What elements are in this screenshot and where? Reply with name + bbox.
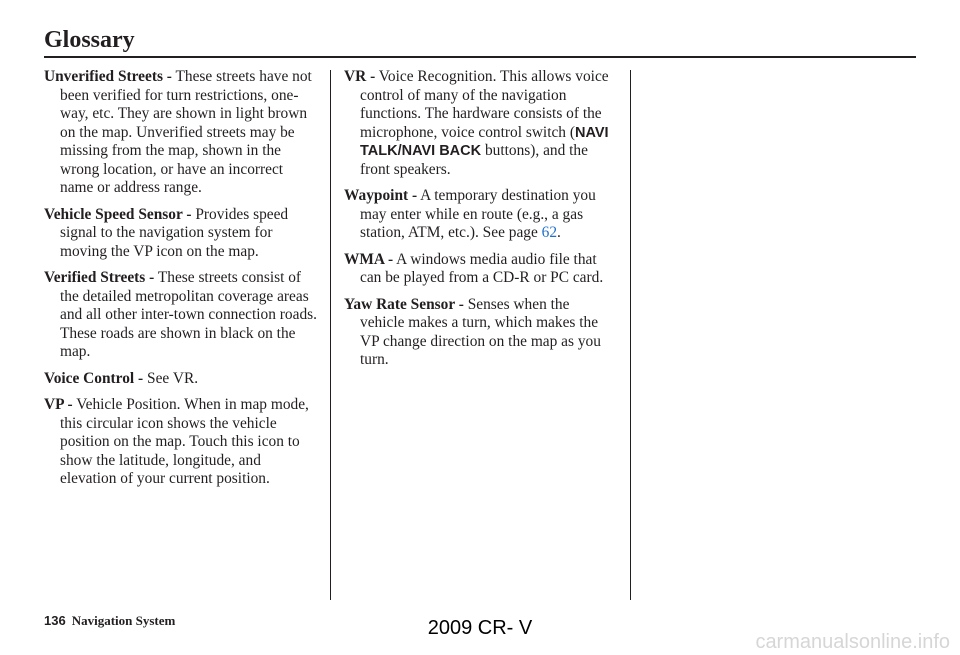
glossary-term: Waypoint -	[344, 187, 418, 204]
glossary-column-right	[344, 68, 616, 378]
column-divider	[630, 70, 631, 600]
glossary-definition-end: buttons), and the front speakers.	[360, 142, 588, 178]
glossary-term: Yaw Rate Sensor -	[344, 295, 464, 313]
glossary-definition: Voice Recognition. This allows voice control of many of the navigation functions. The hardware consists of the microphone, voice control switch (	[360, 68, 609, 141]
glossary-entry-vr	[344, 68, 616, 179]
glossary-entry-yaw-rate-sensor	[344, 296, 616, 370]
glossary-definition: Senses when the vehicle makes a turn, which makes the VP change direction on the map as you turn.	[360, 295, 601, 368]
glossary-term: Vehicle Speed Sensor -	[44, 205, 192, 223]
footer-section-name: Navigation System	[71, 613, 176, 628]
title-rule	[44, 56, 916, 58]
glossary-entry-verified-streets	[44, 269, 318, 362]
column-divider	[330, 70, 331, 600]
glossary-entry-wma	[344, 251, 616, 288]
page-reference-link[interactable]: 62	[541, 224, 558, 241]
page-number: 136	[44, 613, 66, 628]
site-watermark: carmanualsonline.info	[755, 631, 950, 653]
glossary-entry-vehicle-speed-sensor	[44, 206, 318, 262]
glossary-definition: These streets consist of the detailed metropolitan coverage areas and all other inter-town connection roads. These roads are shown in black on the map.	[60, 269, 317, 360]
glossary-term: Unverified Streets -	[44, 68, 172, 85]
glossary-definition: A temporary destination you may enter while en route (e.g., a gas station, ATM, etc.). See page	[360, 187, 596, 241]
glossary-term: WMA -	[344, 250, 394, 268]
glossary-definition: A windows media audio file that can be played from a CD-R or PC card.	[360, 250, 604, 286]
glossary-term: VR -	[344, 68, 376, 85]
glossary-entry-voice-control	[44, 370, 318, 389]
glossary-definition: See VR.	[143, 369, 199, 387]
glossary-definition: These streets have not been verified for turn restrictions, one-way, etc. They are shown in light brown on the map. Unverified streets may be missing from the map, shown in the wrong location, or have an incorrect name or address range.	[60, 68, 312, 196]
glossary-definition-end: .	[557, 224, 561, 241]
glossary-term: Verified Streets -	[44, 269, 155, 286]
glossary-definition: Vehicle Position. When in map mode, this circular icon shows the vehicle position on the map. Touch this icon to show the latitude, longitude, and elevation of your current position.	[60, 396, 309, 487]
switch-name: NAVI TALK/NAVI BACK	[360, 124, 609, 159]
glossary-term: Voice Control -	[44, 369, 144, 387]
glossary-term: VP -	[44, 396, 73, 413]
glossary-definition: Provides speed signal to the navigation system for moving the VP icon on the map.	[60, 205, 289, 260]
model-year-label: 2009 CR- V	[427, 617, 533, 639]
glossary-entry-unverified-streets	[44, 68, 318, 198]
glossary-entry-waypoint	[344, 187, 616, 243]
glossary-column-left	[44, 68, 318, 497]
page-title: Glossary	[44, 27, 135, 53]
glossary-entry-vp	[44, 396, 318, 489]
